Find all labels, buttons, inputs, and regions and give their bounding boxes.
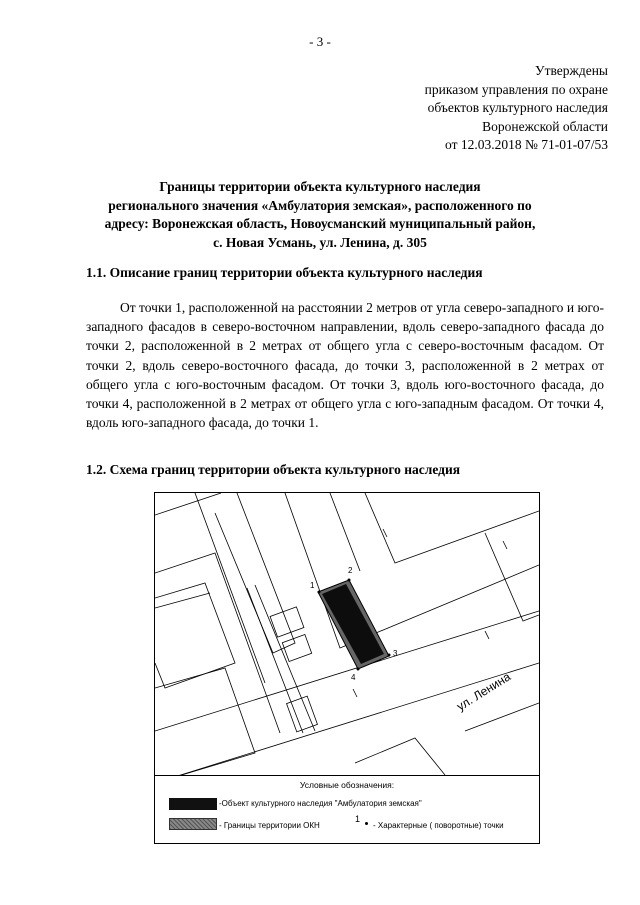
legend-title: Условные обозначения: — [299, 780, 395, 790]
legend-boundary-text: - Границы территории ОКН — [219, 821, 320, 830]
map-point-2: 2 — [348, 566, 353, 575]
approval-line: приказом управления по охране — [424, 81, 608, 97]
approval-line: Утверждены — [535, 63, 608, 78]
section-heading-scheme: 1.2. Схема границ территории объекта культурного наследия — [86, 462, 461, 477]
approval-line: Воронежской области — [482, 118, 608, 134]
title-line: Границы территории объекта культурного наследия — [159, 179, 481, 194]
legend-points-text: - Характерные ( поворотные) точки — [373, 821, 504, 830]
section-heading-description: 1.1. Описание границ территории объекта культурного наследия — [86, 265, 483, 280]
page-number: - 3 - — [309, 34, 331, 49]
map-point-1: 1 — [310, 581, 315, 590]
boundary-description: От точки 1, расположенной на расстоянии 2 метров от угла северо-западного и юго-западного фасадов в северо-восточном направлении, вдоль северо-западного фасада до точки 2, расположенной в 2 метрах от общего угла с северо-восточным фасадом. От точки 2, вдоль северо-восточного фасада, до точки 3, расположенной в 2 метрах от общего угла с юго-восточным фасадом. От точки 3, вдоль юго-восточного фасада, до точки 4, расположенной в 2 метрах от общего угла с юго-западным фасадом. От точки 4, вдоль юго-западного фасада, до точки 1. — [86, 300, 604, 431]
legend-point-dot-icon — [365, 822, 368, 825]
approval-block — [425, 62, 608, 155]
approval-line: объектов культурного наследия — [427, 100, 608, 115]
legend-boundary-swatch — [169, 818, 217, 830]
legend-point-number: 1 — [355, 814, 361, 824]
map-legend — [155, 775, 539, 844]
title-line: регионального значения «Амбулатория земская», расположенного по — [108, 197, 532, 213]
legend-object-swatch — [169, 798, 217, 810]
map-point-4: 4 — [351, 673, 356, 682]
legend-object-text: -Объект культурного наследия "Амбулатория земская" — [219, 799, 422, 808]
map-point-3: 3 — [393, 649, 398, 658]
approval-line: от 12.03.2018 № 71-01-07/53 — [445, 137, 608, 152]
street-label: ул. Ленина — [454, 669, 513, 714]
document-title — [60, 178, 580, 252]
title-line: адресу: Воронежская область, Новоусманский муниципальный район, — [104, 216, 536, 231]
title-line: с. Новая Усмань, ул. Ленина, д. 305 — [213, 234, 427, 250]
boundary-scheme-map — [154, 492, 540, 844]
